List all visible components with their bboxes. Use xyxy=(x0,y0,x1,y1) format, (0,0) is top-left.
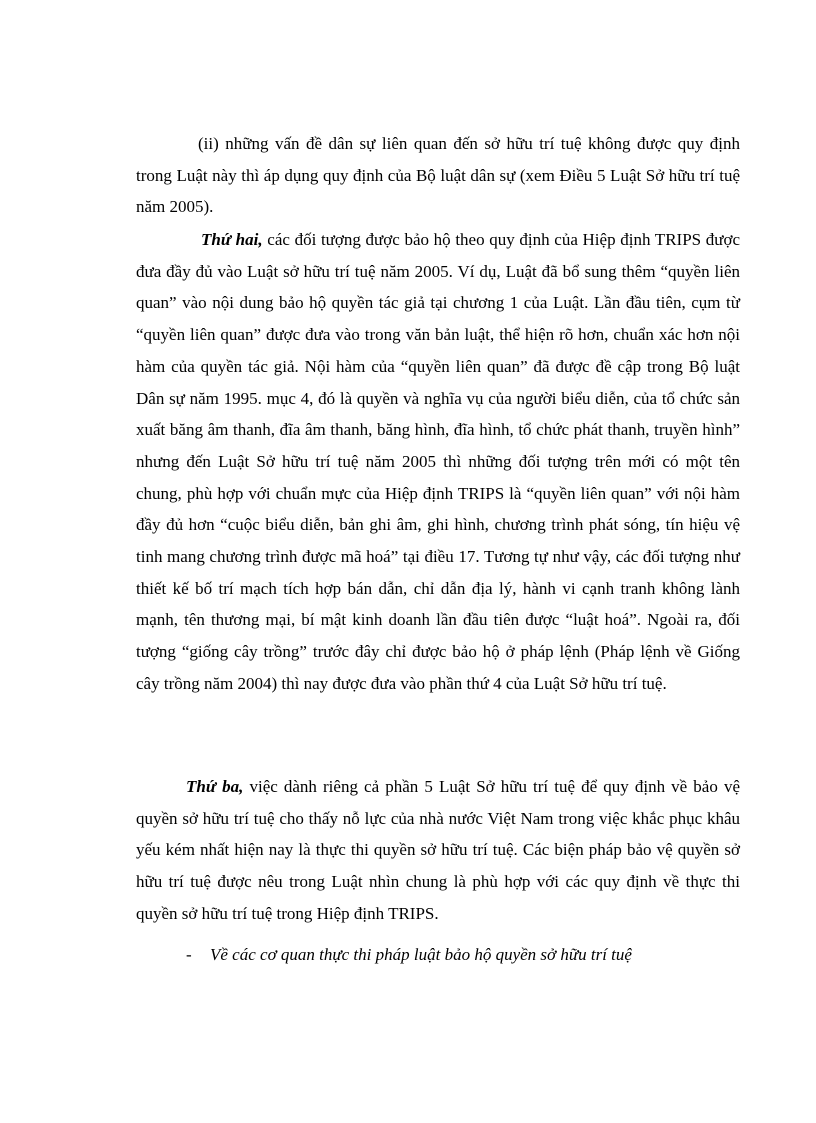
paragraph-text: (ii) những vấn đề dân sự liên quan đến sở hữu trí tuệ không được quy định trong Luật này thì áp dụng quy định của Bộ luật dân sự (xem Điều 5 Luật Sở hữu trí tuệ năm 2005). xyxy=(136,134,740,217)
bullet-text: Về các cơ quan thực thi pháp luật bảo hộ quyền sở hữu trí tuệ xyxy=(210,945,632,964)
paragraph-lead: Thứ ba, xyxy=(186,777,244,796)
paragraph-second-point xyxy=(136,224,740,700)
paragraph-text: việc dành riêng cả phần 5 Luật Sở hữu trí tuệ để quy định về bảo vệ quyền sở hữu trí tuệ cho thấy nỗ lực của nhà nước Việt Nam trong việc khắc phục khâu yếu kém nhất hiện nay là thực thi quyền sở hữu trí tuệ. Các biện pháp bảo vệ quyền sở hữu trí tuệ được nêu trong Luật nhìn chung là phù hợp với các quy định về thực thi quyền sở hữu trí tuệ trong Hiệp định TRIPS. xyxy=(136,777,740,923)
bullet-heading xyxy=(186,939,746,971)
paragraph-civil-matters xyxy=(136,128,740,223)
paragraph-third-point xyxy=(136,771,740,930)
paragraph-lead: Thứ hai, xyxy=(201,230,263,249)
bullet-marker: - xyxy=(186,945,192,964)
paragraph-text: các đối tượng được bảo hộ theo quy định của Hiệp định TRIPS được đưa đầy đủ vào Luật sở hữu trí tuệ năm 2005. Ví dụ, Luật đã bổ sung thêm “quyền liên quan” vào nội dung bảo hộ quyền tác giả tại chương 1 của Luật. Lần đầu tiên, cụm từ “quyền liên quan” được đưa vào trong văn bản luật, thể hiện rõ hơn, chuẩn xác hơn nội hàm của quyền tác giả. Nội hàm của “quyền liên quan” đã được đề cập trong Bộ luật Dân sự năm 1995. mục 4, đó là quyền và nghĩa vụ của người biểu diễn, của tổ chức sản xuất băng âm thanh, đĩa âm thanh, băng hình, đĩa hình, tổ chức phát thanh, truyền hình” nhưng đến Luật Sở hữu trí tuệ năm 2005 thì những đối tượng trên mới có một tên chung, phù hợp với chuẩn mực của Hiệp định TRIPS là “quyền liên quan” với nội hàm đầy đủ hơn “cuộc biểu diễn, bản ghi âm, ghi hình, chương trình phát sóng, tín hiệu vệ tinh mang chương trình được mã hoá” tại điều 17. Tương tự như vậy, các đối tượng như thiết kế bố trí mạch tích hợp bán dẫn, chỉ dẫn địa lý, hành vi cạnh tranh không lành mạnh, tên thương mại, bí mật kinh doanh lần đầu tiên được “luật hoá”. Ngoài ra, đối tượng “giống cây trồng” trước đây chỉ được bảo hộ ở pháp lệnh (Pháp lệnh về Giống cây trồng năm 2004) thì nay được đưa vào phần thứ 4 của Luật Sở hữu trí tuệ. xyxy=(136,230,741,693)
